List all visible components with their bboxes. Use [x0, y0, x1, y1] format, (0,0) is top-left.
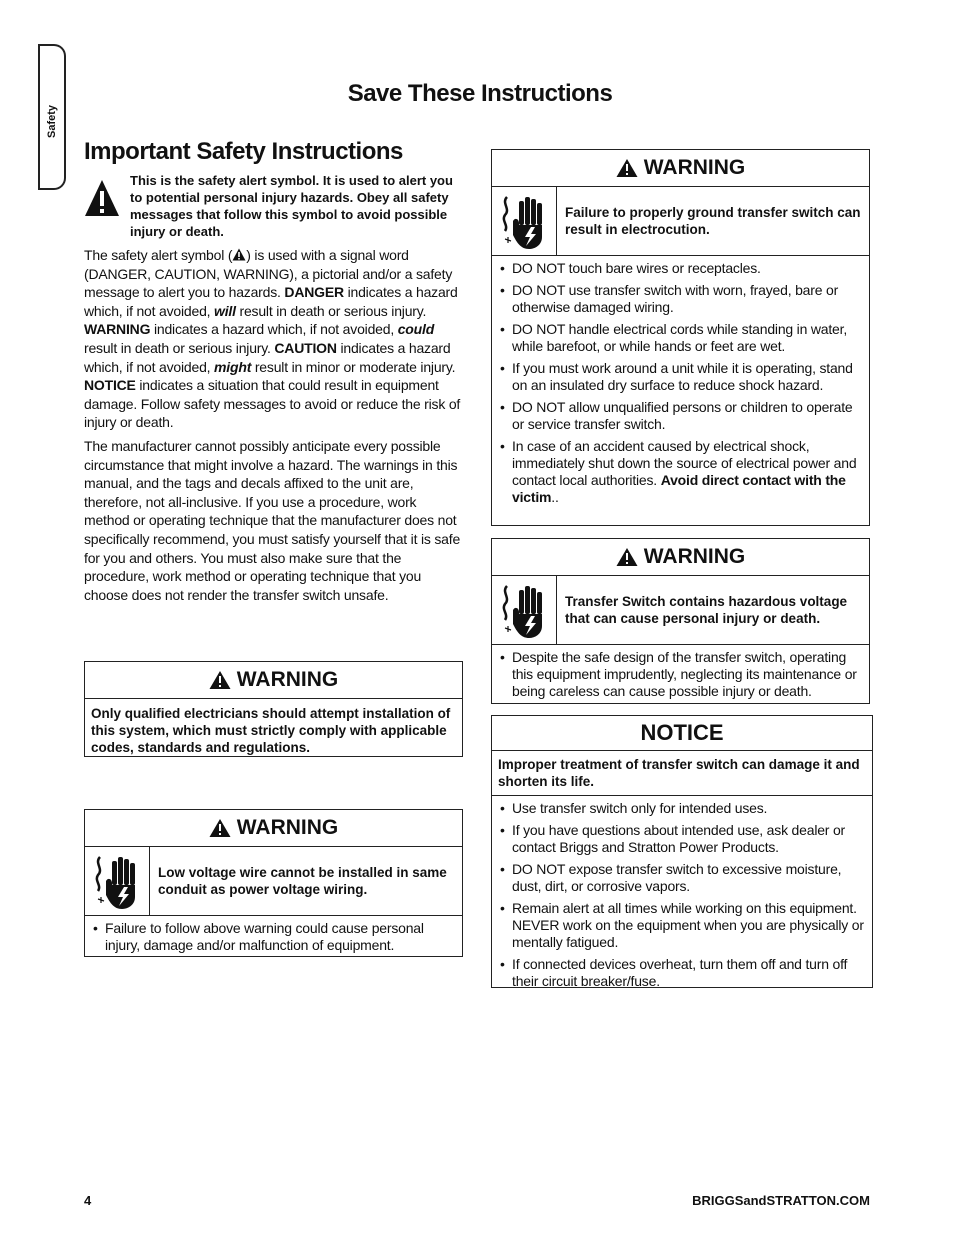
list-item: • If connected devices overheat, turn them off and turn off their circuit breaker/fuse. — [500, 956, 864, 990]
electric-shock-hand-icon — [499, 191, 549, 251]
safety-alert-icon — [616, 158, 638, 178]
warning-bullet-list — [85, 916, 462, 958]
electric-shock-hand-icon — [92, 851, 142, 911]
list-item: • If you have questions about intended use, ask dealer or contact Briggs and Stratton Power Products. — [500, 822, 864, 856]
warning-box-grounding — [491, 149, 870, 526]
list-item: • Remain alert at all times while working on this equipment. NEVER work on the equipment when you are physically or mentally fatigued. — [500, 900, 864, 951]
list-item: • If you must work around a unit while it is operating, stand on an insulated dry surface to reduce shock hazard. — [500, 360, 861, 394]
warning-bullet-list — [492, 256, 869, 510]
notice-message: Improper treatment of transfer switch can damage it and shorten its life. — [492, 751, 872, 796]
alert-symbol-text: This is the safety alert symbol. It is used to alert you to potential personal injury hazards. Obey all safety messages that follow this symbol to avoid possible injury or death. — [130, 173, 453, 239]
warning-box-low-voltage — [84, 809, 463, 957]
list-item: • In case of an accident caused by electrical shock, immediately shut down the source of electrical power and contact local authorities. Avoid direct contact with the victim.. — [500, 438, 861, 506]
safety-alert-icon-inline — [232, 248, 246, 261]
list-item: • DO NOT touch bare wires or receptacles. — [500, 260, 861, 277]
list-item: • DO NOT expose transfer switch to excessive moisture, dust, dirt, or corrosive vapors. — [500, 861, 864, 895]
shock-hazard-cell — [492, 576, 557, 644]
list-item: • DO NOT handle electrical cords while standing in water, while barefoot, or while hands or feet are wet. — [500, 321, 861, 355]
website-url: BRIGGSandSTRATTON.COM — [692, 1193, 870, 1208]
page-title: Save These Instructions — [347, 80, 613, 107]
warning-icon-row — [492, 187, 869, 256]
intro-paragraph-1: The safety alert symbol ( ) is used with a signal word (DANGER, CAUTION, WARNING), a pictorial and/or a safety message to alert you to hazards. DANGER indicates a hazard which, if not avoided, will result in death or serious injury. WARNING indicates a hazard which, if not avoided, could result in death or serious injury. CAUTION indicates a hazard which, if not avoided, might result in minor or moderate injury. NOTICE indicates a situation that could result in equipment damage. Follow safety messages to avoid or reduce the risk of injury or death. — [84, 247, 461, 431]
warning-box-qualified-electricians — [84, 661, 463, 757]
intro-text — [84, 246, 462, 609]
safety-alert-icon — [209, 818, 231, 838]
warning-heading: WARNING — [492, 150, 869, 187]
warning-message: Failure to properly ground transfer switch can result in electrocution. — [565, 205, 861, 237]
warning-heading: WARNING — [492, 539, 869, 576]
safety-alert-icon — [616, 547, 638, 567]
safety-alert-icon — [84, 178, 120, 218]
notice-heading: NOTICE — [492, 716, 872, 751]
list-item: • Despite the safe design of the transfer switch, operating this equipment imprudently, neglecting its maintenance or being careless can cause possible injury or death. — [500, 649, 861, 700]
warning-message: Transfer Switch contains hazardous voltage that can cause personal injury or death. — [565, 594, 848, 626]
notice-bullet-list — [492, 796, 872, 994]
warning-heading: WARNING — [85, 810, 462, 847]
warning-box-hazardous-voltage — [491, 538, 870, 704]
page-number: 4 — [84, 1193, 92, 1208]
warning-icon-row — [85, 847, 462, 916]
warning-message: Low voltage wire cannot be installed in same conduit as power voltage wiring. — [158, 865, 447, 897]
safety-alert-icon — [209, 670, 231, 690]
electric-shock-hand-icon — [499, 580, 549, 640]
shock-hazard-cell — [492, 187, 557, 255]
warning-bullet-list — [492, 645, 869, 704]
intro-paragraph-2: The manufacturer cannot possibly anticipate every possible circumstance that might involve a hazard. The warnings in this manual, and the tags and decals affixed to the unit are, therefore, not all-inclusive. If you use a procedure, work method or operating technique that the manufacturer does not specifically recommend, you must satisfy yourself that it is safe for you and others. You must also make sure that the procedure, work method or operating technique that you choose does not render the transfer switch unsafe. — [84, 437, 461, 603]
list-item: • DO NOT use transfer switch with worn, frayed, bare or otherwise damaged wiring. — [500, 282, 861, 316]
side-tab-label: Safety — [46, 104, 58, 138]
list-item: • Use transfer switch only for intended uses. — [500, 800, 864, 817]
section-title: Important Safety Instructions — [84, 138, 403, 165]
warning-icon-row — [492, 576, 869, 645]
notice-box — [491, 715, 873, 988]
alert-symbol-note — [84, 172, 460, 240]
warning-heading: WARNING — [85, 662, 462, 699]
list-item: • Failure to follow above warning could cause personal injury, damage and/or malfunction of equipment. — [93, 920, 454, 954]
warning-message: Only qualified electricians should attempt installation of this system, which must strictly comply with applicable codes, standards and regulations. — [91, 706, 451, 755]
shock-hazard-cell — [85, 847, 150, 915]
list-item: • DO NOT allow unqualified persons or children to operate or service transfer switch. — [500, 399, 861, 433]
